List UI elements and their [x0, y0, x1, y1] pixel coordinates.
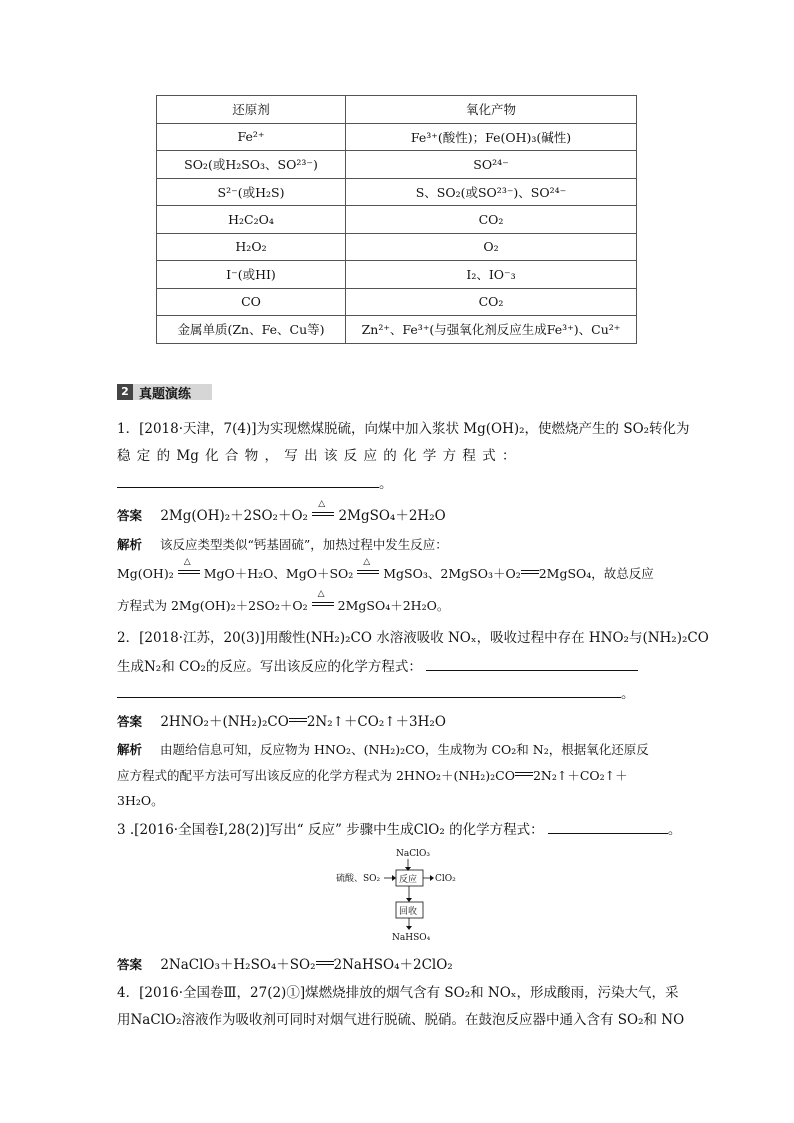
q1-line1: 1．[2018·天津，7(4)]为实现燃煤脱硫，向煤中加入浆状 Mg(OH)₂，使燃烧产生的 SO₂转化为	[117, 421, 690, 437]
analysis-text: MgO＋H₂O、MgO＋SO₂	[203, 566, 354, 581]
analysis-label: 解析	[117, 742, 143, 757]
arrow-down-icon	[406, 898, 412, 902]
analysis-text: MgSO₃、2MgSO₃＋O₂	[383, 566, 521, 581]
answer-label: 答案	[117, 714, 143, 729]
section-number: 2	[117, 384, 133, 400]
table-row	[157, 261, 637, 289]
analysis-text: 2MgSO₄＋2H₂O。	[337, 598, 450, 613]
table-header-row	[157, 96, 637, 124]
equals-icon	[515, 766, 533, 780]
heat-equals-icon: △	[312, 506, 334, 520]
q2-analysis1	[117, 740, 649, 758]
q2-analysis2	[117, 766, 628, 784]
table-cell: I₂、IO⁻₃	[346, 261, 637, 289]
equals-icon	[316, 955, 334, 969]
equals-icon	[521, 564, 539, 578]
table-cell: Fe³⁺(酸性)；Fe(OH)₃(碱性)	[346, 123, 637, 151]
arrow-right-icon	[392, 875, 396, 881]
table-cell: SO²⁴⁻	[346, 151, 637, 179]
period: 。	[667, 822, 682, 838]
answer-right: 2NaHSO₄＋2ClO₂	[333, 957, 453, 973]
answer-blank[interactable]	[117, 683, 621, 698]
q3-prompt: 3 .[2016·全国卷Ⅰ,28(2)]写出“ 反应” 步骤中生成ClO₂ 的化学方程式：	[117, 822, 544, 838]
table-header: 还原剂	[157, 96, 346, 124]
q4-line1: 4．[2016·全国卷Ⅲ，27(2)①]煤燃烧排放的烟气含有 SO₂和 NOₓ，形成酸雨，污染大气，采	[117, 985, 679, 1001]
table-cell: 金属单质(Zn、Fe、Cu等)	[157, 316, 346, 344]
table-cell: S、SO₂(或SO²³⁻)、SO²⁴⁻	[346, 178, 637, 206]
q1-line2: 稳 定 的 Mg 化 合 物 ， 写 出 该 反 应 的 化 学 方 程 式 ：	[117, 448, 516, 464]
table-header: 氧化产物	[346, 96, 637, 124]
q3-line1	[117, 818, 681, 838]
analysis-text: Mg(OH)₂	[117, 566, 174, 581]
heat-equals-icon: △	[357, 564, 379, 578]
answer-right: 2N₂↑＋CO₂↑＋3H₂O	[306, 714, 446, 730]
answer-left: 2Mg(OH)₂＋2SO₂＋O₂	[160, 508, 308, 524]
table-cell: S²⁻(或H₂S)	[157, 178, 346, 206]
q2-line1: 2．[2018·江苏，20(3)]用酸性(NH₂)₂CO 水溶液吸收 NOₓ，吸收过程中存在 HNO₂与(NH₂)₂CO	[117, 630, 709, 646]
q2-analysis3: 3H₂O。	[117, 793, 164, 808]
process-diagram	[330, 840, 470, 945]
redox-table	[156, 95, 637, 344]
diagram-top-label: NaClO₃	[396, 849, 430, 859]
answer-label: 答案	[117, 508, 143, 523]
diagram-box2-label: 回收	[399, 907, 418, 917]
table-cell: CO₂	[346, 288, 637, 316]
q1-analysis1	[117, 535, 448, 553]
table-row	[157, 316, 637, 344]
q1-answer	[117, 499, 446, 524]
q1-analysis2	[117, 557, 654, 582]
analysis-text: 应方程式的配平方法可写出该反应的化学方程式为 2HNO₂＋(NH₂)₂CO	[117, 768, 515, 783]
diagram-left-label: 硫酸、SO₂	[336, 874, 381, 884]
table-row	[157, 151, 637, 179]
answer-label: 答案	[117, 957, 143, 972]
q4-line2: 用NaClO₂溶液作为吸收剂可同时对烟气进行脱硫、脱硝。在鼓泡反应器中通入含有 SO₂和 NO	[117, 1012, 685, 1028]
q1-analysis3	[117, 589, 450, 614]
answer-right: 2MgSO₄＋2H₂O	[338, 508, 446, 524]
heat-equals-icon: △	[178, 564, 200, 578]
analysis-text: 由题给信息可知，反应物为 HNO₂、(NH₂)₂CO，生成物为 CO₂和 N₂，根据氧化还原反	[160, 742, 649, 757]
analysis-text: 方程式为 2Mg(OH)₂＋2SO₂＋O₂	[117, 598, 308, 613]
analysis-label: 解析	[117, 537, 143, 552]
answer-left: 2NaClO₃＋H₂SO₄＋SO₂	[160, 957, 316, 973]
table-cell: O₂	[346, 233, 637, 261]
q2-answer	[117, 710, 446, 730]
table-cell: Zn²⁺、Fe³⁺(与强氧化剂反应生成Fe³⁺)、Cu²⁺	[346, 316, 637, 344]
period: 。	[379, 476, 393, 492]
section-title: 真题演练	[139, 386, 192, 402]
diagram-box1-label: 反应	[399, 875, 418, 885]
analysis-text: 该反应类型类似“钙基固硫”，加热过程中发生反应：	[160, 537, 448, 552]
equals-icon	[289, 712, 307, 726]
arrow-down-icon	[405, 867, 411, 871]
diagram-bottom-label: NaHSO₄	[392, 933, 431, 943]
answer-blank[interactable]	[426, 656, 638, 671]
heat-equals-icon: △	[312, 596, 334, 610]
arrow-down-icon	[406, 926, 412, 930]
table-row	[157, 233, 637, 261]
q2-line2	[117, 655, 638, 675]
answer-blank[interactable]	[548, 819, 668, 834]
table-cell: Fe²⁺	[157, 123, 346, 151]
arrow-right-icon	[430, 875, 434, 881]
answer-left: 2HNO₂＋(NH₂)₂CO	[160, 714, 289, 730]
q1-blank-line	[117, 472, 393, 492]
table-cell: CO	[157, 288, 346, 316]
answer-blank[interactable]	[117, 473, 379, 488]
table-row	[157, 178, 637, 206]
table-cell: H₂O₂	[157, 233, 346, 261]
analysis-text: 2N₂↑＋CO₂↑＋	[532, 768, 628, 783]
table-cell: CO₂	[346, 206, 637, 234]
diagram-right-label: ClO₂	[435, 874, 456, 884]
table-row	[157, 123, 637, 151]
q2-prompt: 生成N₂和 CO₂的反应。写出该反应的化学方程式：	[117, 659, 422, 675]
table-row	[157, 206, 637, 234]
table-row	[157, 288, 637, 316]
table-cell: H₂C₂O₄	[157, 206, 346, 234]
analysis-text: 2MgSO₄，故总反应	[538, 566, 654, 581]
period: 。	[621, 686, 635, 702]
table-cell: I⁻(或HI)	[157, 261, 346, 289]
q2-blank-line	[117, 682, 635, 702]
q3-answer	[117, 953, 453, 973]
section-header	[117, 382, 191, 402]
table-cell: SO₂(或H₂SO₃、SO²³⁻)	[157, 151, 346, 179]
